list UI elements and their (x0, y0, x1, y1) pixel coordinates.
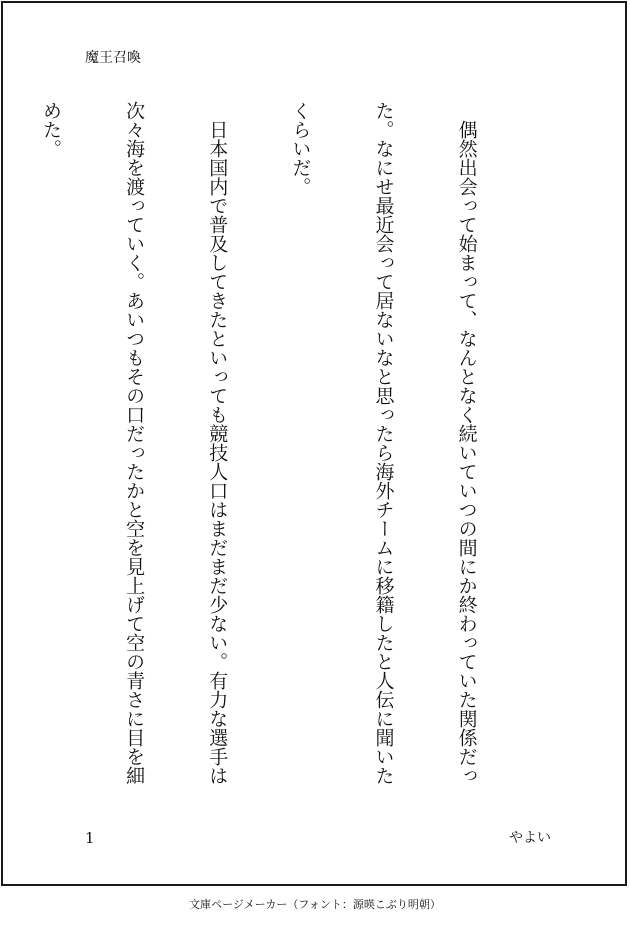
footer-caption: 文庫ページメーカー（フォント：源暎こぶり明朝） (189, 898, 441, 911)
body-line: 日本国内で普及してきたといっても競技人口はまだまだ少ない。有力な選手は (206, 101, 229, 785)
body-line: 偶然出会って始まって、なんとなく続いていつの間にか終わっていた関係だっ (455, 101, 478, 785)
body-line: くらいだ。 (289, 101, 312, 196)
vertical-body-text (40, 101, 535, 811)
body-line: た。なにせ最近会って居ないなと思ったら海外チームに移籍したと人伝に聞いた (372, 101, 395, 785)
page-number: 1 (85, 829, 95, 847)
book-page (1, 1, 627, 886)
body-line: めた。 (40, 101, 63, 158)
author-name: やよい (509, 830, 551, 846)
body-line: 次々海を渡っていく。あいつもその口だったかと空を見上げて空の青さに目を細 (123, 101, 146, 785)
page-title: 魔王召喚 (85, 50, 141, 66)
